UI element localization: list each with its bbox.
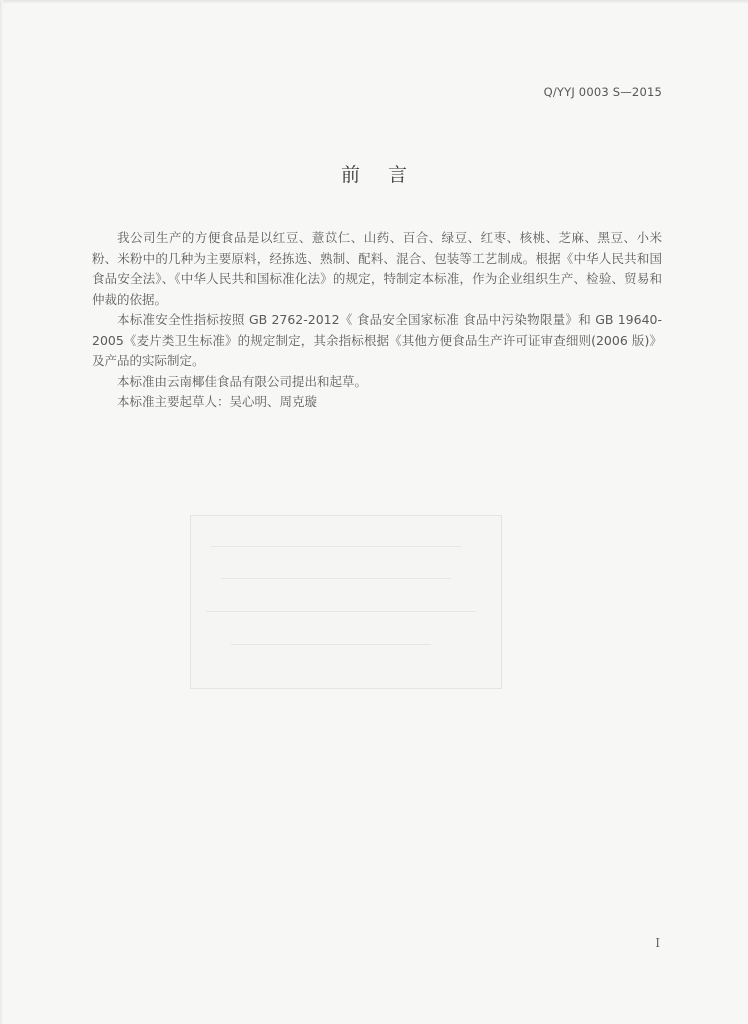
paragraph-safety-indicators: 本标准安全性指标按照 GB 2762-2012《 食品安全国家标准 食品中污染物限量》和 GB 19640-2005《麦片类卫生标准》的规定制定，其余指标根据《其他方便食品生产许可证审查细则(2006 版)》及产品的实际制定。 — [92, 312, 662, 368]
scan-edge-left — [0, 0, 3, 1024]
paragraph-proposer: 本标准由云南椰佳食品有限公司提出和起草。 — [117, 373, 368, 389]
faded-stamp-line — [211, 546, 461, 547]
faded-stamp-line — [221, 578, 451, 579]
faded-stamp-line — [206, 611, 476, 612]
paragraph-drafters: 本标准主要起草人：吴心明、周克璇 — [117, 394, 318, 409]
page-number: I — [655, 936, 660, 950]
faded-stamp-line — [231, 644, 431, 645]
title-char-2: 言 — [388, 164, 408, 186]
paragraph-intro: 我公司生产的方便食品是以红豆、薏苡仁、山药、百合、绿豆、红枣、核桃、芝麻、黑豆、小米粉、米粉中的几种为主要原料，经拣选、熟制、配料、混合、包装等工艺制成。根据《中华人民共和国食品安全法》、《中华人民共和国标准化法》的规定，特制定本标准，作为企业组织生产、检验、贸易和仲裁的依据。 — [92, 230, 662, 307]
document-code: Q/YYJ 0003 S—2015 — [543, 85, 662, 99]
scan-edge-top — [0, 0, 748, 4]
page-title — [0, 160, 748, 187]
faded-stamp-area — [190, 515, 502, 689]
foreword-body — [92, 228, 662, 413]
title-char-1: 前 — [340, 164, 360, 186]
